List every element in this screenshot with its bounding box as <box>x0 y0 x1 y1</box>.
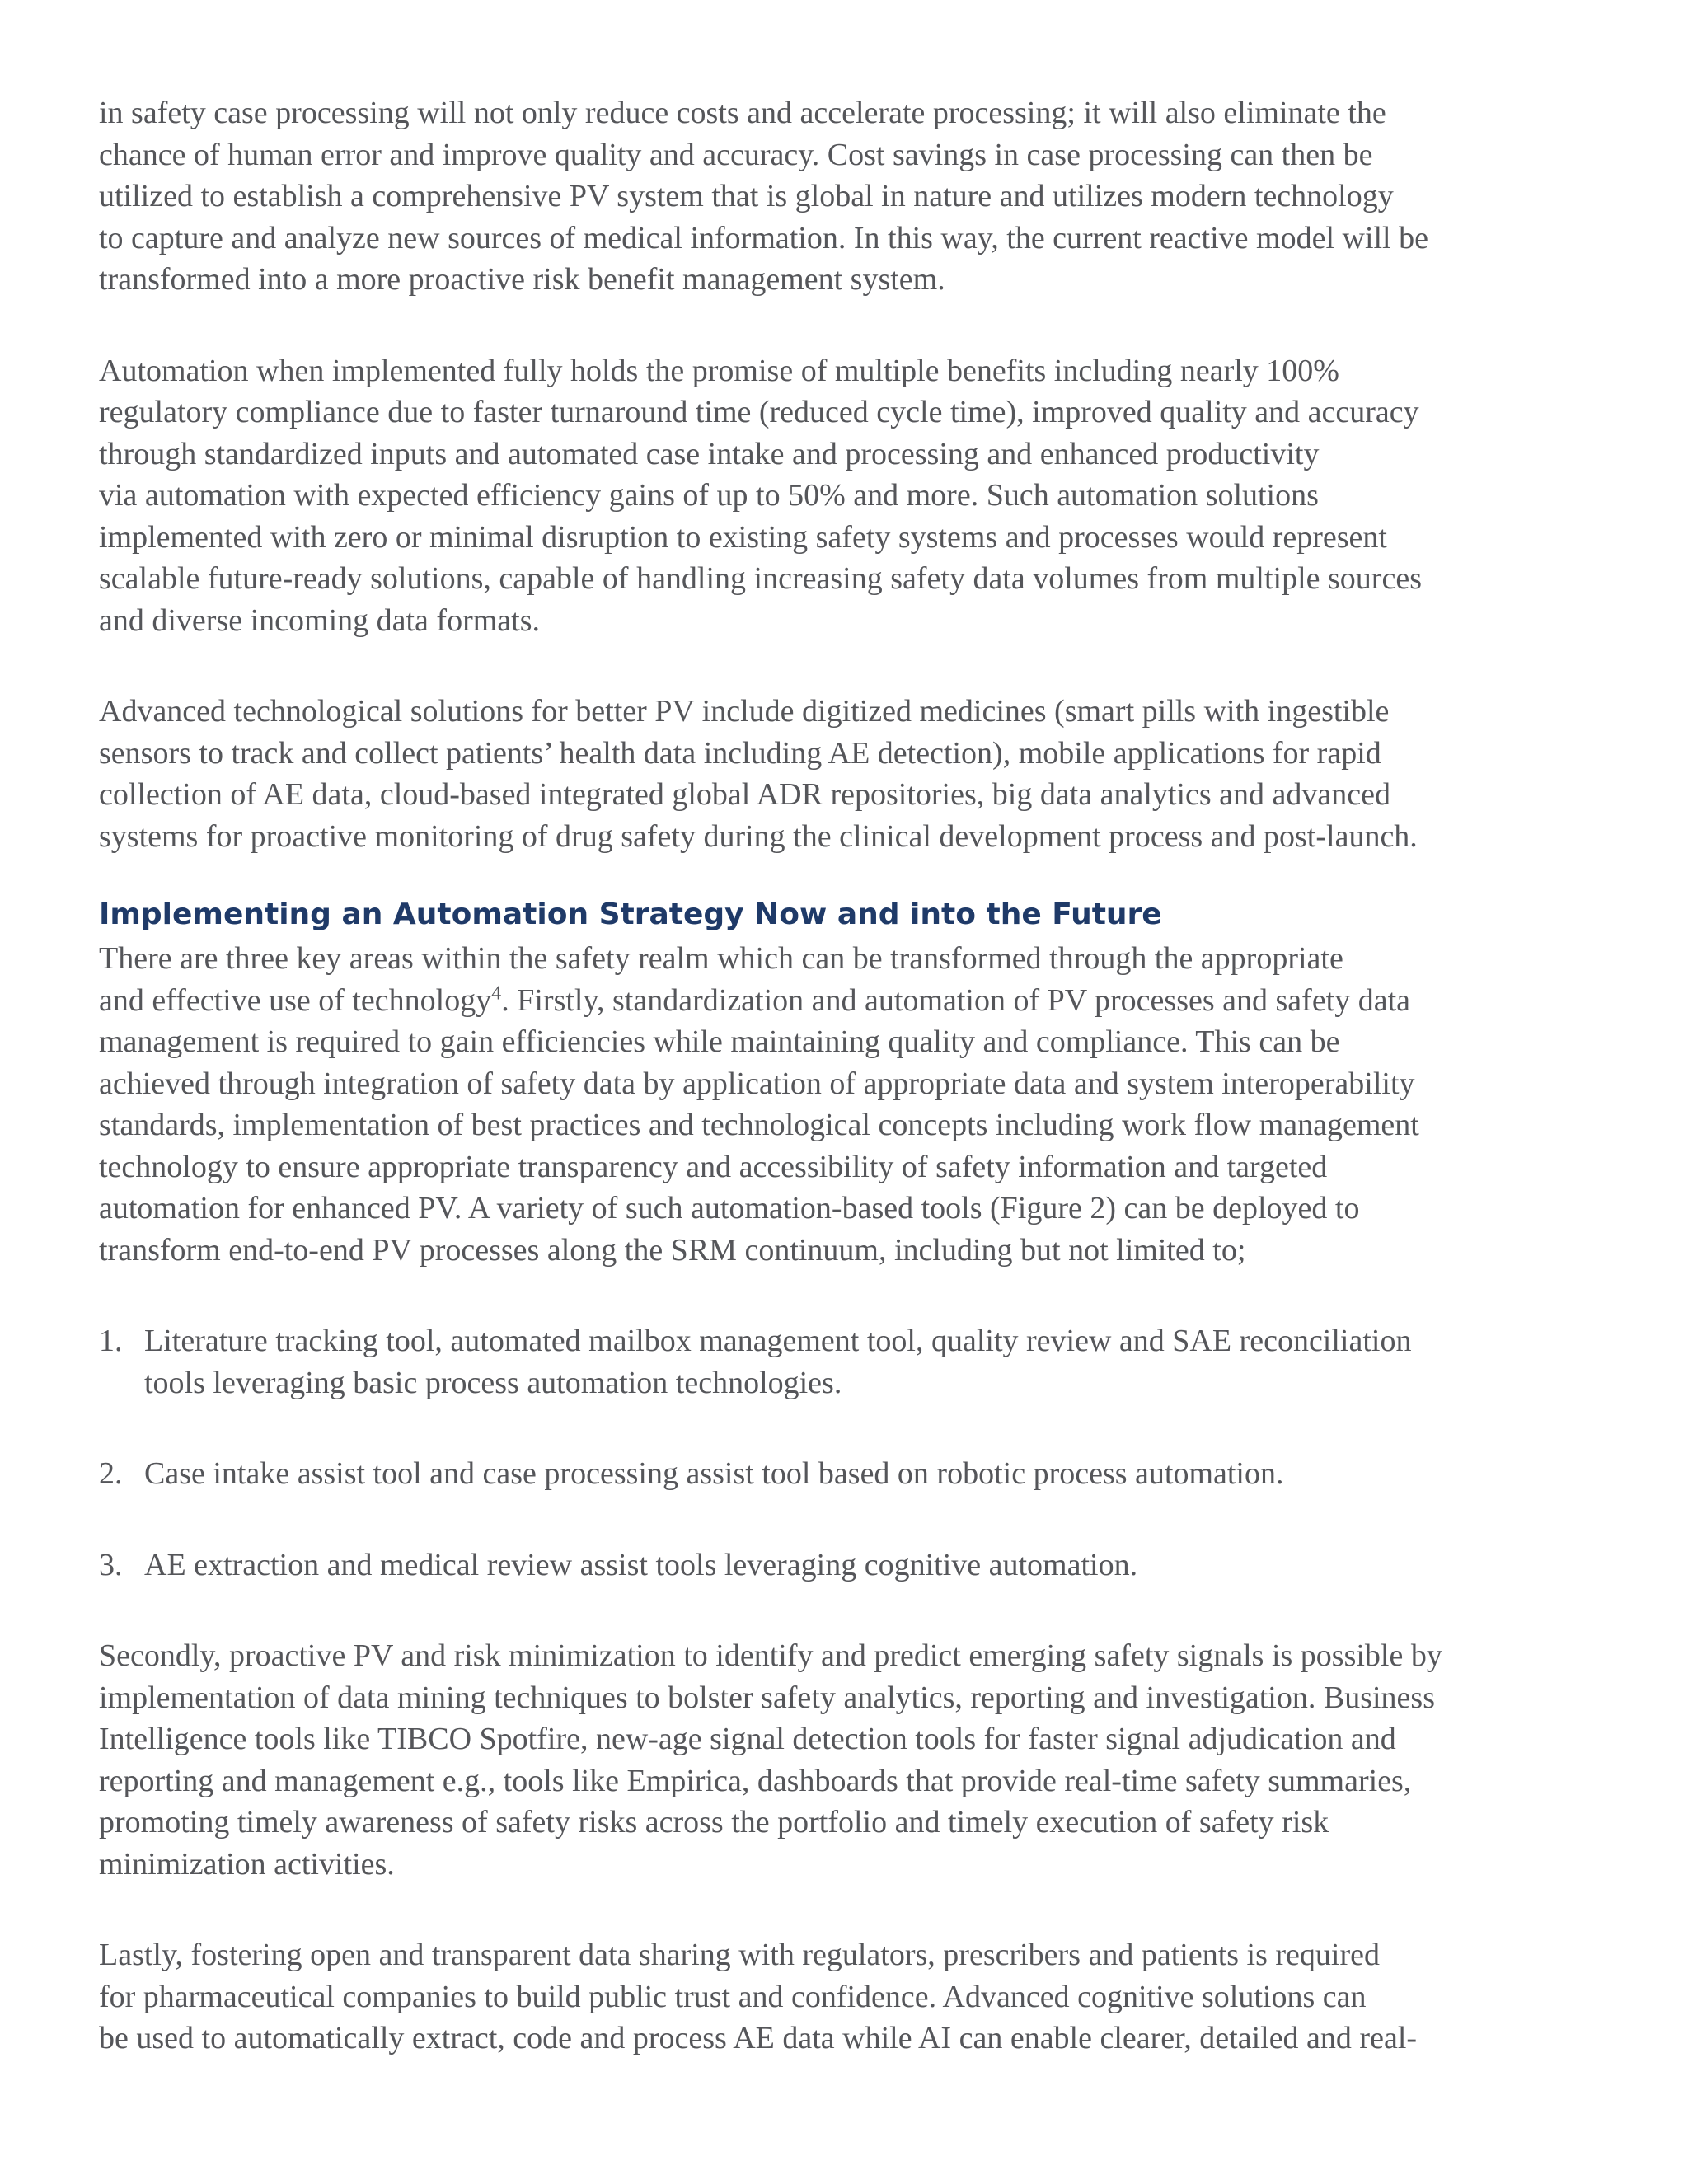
paragraph-cost-savings: in safety case processing will not only reduce costs and accelerate processing; it will also eliminate the chance of human error and improve quality and accuracy. Cost savings in case processing can then be utilized to establish a comprehensive PV system that is global in nature and utilizes modern technology to capture and analyze new sources of medical information. In this way, the current reactive model will be transformed into a more proactive risk benefit management system. <box>99 96 1428 297</box>
section-heading: Implementing an Automation Strategy Now and into the Future <box>99 898 1162 931</box>
paragraph-data-sharing: Lastly, fostering open and transparent data sharing with regulators, prescribers and patients is required for pharmaceutical companies to build public trust and confidence. Advanced cognitive solutions can be used to automatically extract, code and process AE data while AI can enable clearer, detailed and real- <box>99 1938 1418 2055</box>
list-item-text: Literature tracking tool, automated mailbox management tool, quality review and SAE reconciliation tools leveraging basic process automation technologies. <box>144 1324 1412 1400</box>
list-item-number: 3. <box>99 1547 123 1582</box>
automation-tools-list <box>99 1320 1607 1586</box>
list-item-number: 2. <box>99 1456 123 1491</box>
intro-text-start: There are three key areas within the safety realm which can be transformed through the appropriate and effective use of technology <box>99 941 1343 1018</box>
paragraph-proactive-pv: Secondly, proactive PV and risk minimization to identify and predict emerging safety signals is possible by implementation of data mining techniques to bolster safety analytics, reporting and investigation. Business Intelligence tools like TIBCO Spotfire, new-age signal detection tools for faster signal adjudication and reporting and management e.g., tools like Empirica, dashboards that provide real-time safety summaries, promoting timely awareness of safety risks across the portfolio and timely execution of safety risk minimization activities. <box>99 1638 1442 1882</box>
list-item-text: AE extraction and medical review assist tools leveraging cognitive automation. <box>144 1547 1138 1582</box>
paragraph-automation-benefits: Automation when implemented fully holds the promise of multiple benefits including nearly 100% regulatory compliance due to faster turnaround time (reduced cycle time), improved quality and accuracy through standardized inputs and automated case intake and processing and enhanced productivity via automation with expected efficiency gains of up to 50% and more. Such automation solutions implemented with zero or minimal disruption to existing safety systems and processes would represent scalable future-ready solutions, capable of handling increasing safety data volumes from multiple sources and diverse incoming data formats. <box>99 353 1422 638</box>
list-item <box>99 1453 1607 1495</box>
intro-text-end: . Firstly, standardization and automation of PV processes and safety data management is required to gain efficiencies while maintaining quality and compliance. This can be achieved through integration of safety data by application of appropriate data and system interoperability standards, implementation of best practices and technological concepts including work flow management technology to ensure appropriate transparency and accessibility of safety information and targeted automation for enhanced PV. A variety of such automation-based tools (Figure 2) can be deployed to transform end-to-end PV processes along the SRM continuum, including but not limited to; <box>99 982 1419 1268</box>
list-item-number: 1. <box>99 1324 123 1358</box>
list-item <box>99 1320 1607 1404</box>
paragraph-advanced-solutions: Advanced technological solutions for better PV include digitized medicines (smart pills with ingestible sensors to track and collect patients’ health data including AE detection), mobile applications for rapid collection of AE data, cloud-based integrated global ADR repositories, big data analytics and advanced systems for proactive monitoring of drug safety during the clinical development process and post-launch. <box>99 694 1418 854</box>
list-item <box>99 1544 1607 1586</box>
paragraph-three-key-areas <box>99 938 1607 1271</box>
list-item-text: Case intake assist tool and case processing assist tool based on robotic process automation. <box>144 1456 1284 1491</box>
footnote-reference: 4 <box>491 982 502 1004</box>
document-page <box>99 92 1607 2109</box>
